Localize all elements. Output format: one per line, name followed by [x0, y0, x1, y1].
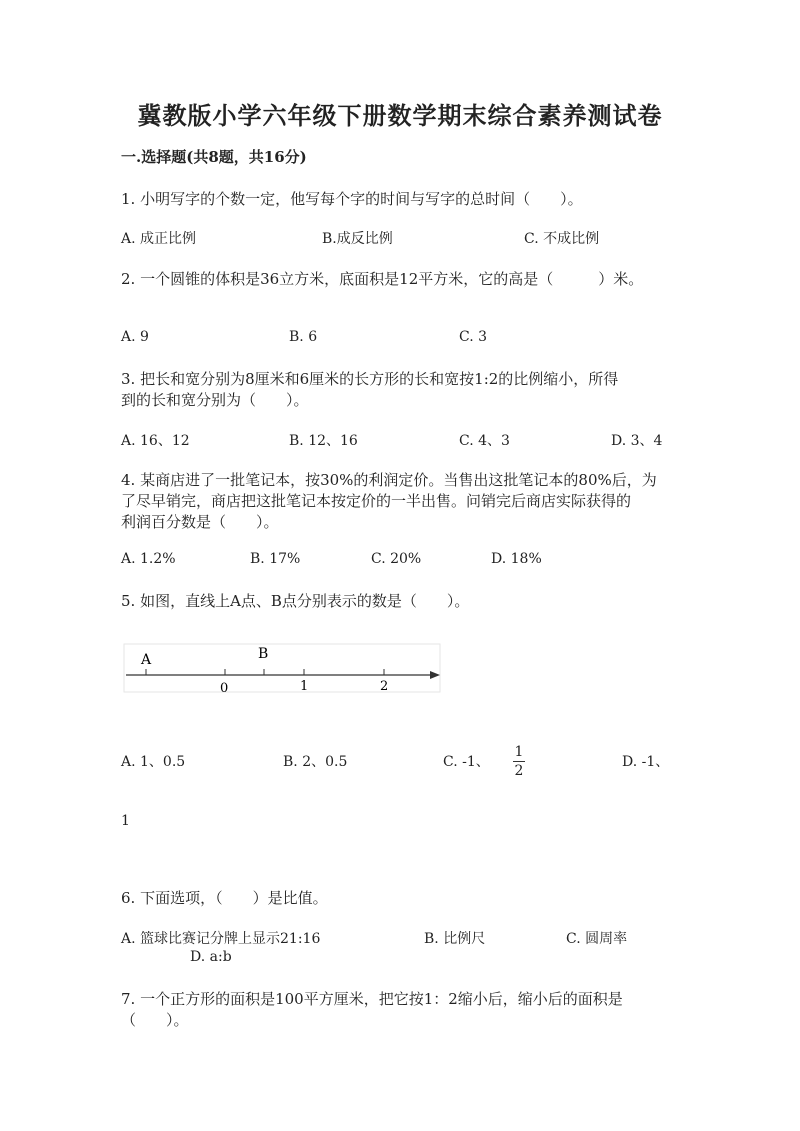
- q2-option-a[interactable]: A. 9: [121, 329, 149, 345]
- tick-label-2: 2: [380, 679, 389, 694]
- q1-option-b[interactable]: B.成反比例: [322, 231, 393, 247]
- q3-option-d[interactable]: D. 3、4: [611, 433, 663, 449]
- question-6: 6. 下面选项，（ ）是比值。: [121, 889, 328, 907]
- fraction-numerator: 1: [514, 744, 524, 760]
- fraction-one-half: [513, 744, 525, 779]
- q5-option-c[interactable]: C. -1、: [443, 754, 490, 770]
- q4-option-d[interactable]: D. 18%: [491, 551, 542, 567]
- q5-option-d-wrap: 1: [121, 813, 130, 829]
- point-a-label: A: [141, 652, 152, 668]
- question-2: 2. 一个圆锥的体积是36立方米，底面积是12平方米，它的高是（ ）米。: [121, 270, 644, 288]
- tick-label-0: 0: [220, 681, 229, 695]
- q4-option-c[interactable]: C. 20%: [371, 551, 422, 567]
- fraction-bar: [513, 761, 525, 762]
- q1-option-c[interactable]: C. 不成比例: [524, 231, 600, 247]
- q5-option-b[interactable]: B. 2、0.5: [283, 754, 348, 770]
- q6-option-d[interactable]: D. a:b: [190, 949, 232, 965]
- q4-option-b[interactable]: B. 17%: [250, 551, 301, 567]
- question-5: 5. 如图，直线上A点、B点分别表示的数是（ ）。: [121, 592, 470, 610]
- q3-option-a[interactable]: A. 16、12: [121, 433, 190, 449]
- q5-option-a[interactable]: A. 1、0.5: [121, 754, 186, 770]
- question-7-line-1: 7. 一个正方形的面积是100平方厘米，把它按1：2缩小后，缩小后的面积是: [121, 990, 623, 1008]
- question-4-line-3: 利润百分数是（ ）。: [121, 513, 279, 531]
- question-7-line-2: （ ）。: [121, 1011, 189, 1029]
- q3-option-b[interactable]: B. 12、16: [289, 433, 358, 449]
- page-title: 冀教版小学六年级下册数学期末综合素养测试卷: [137, 101, 663, 130]
- number-line-figure: [120, 640, 445, 695]
- q2-option-b[interactable]: B. 6: [289, 329, 318, 345]
- q6-option-b[interactable]: B. 比例尺: [424, 931, 486, 947]
- arrow-icon: [430, 671, 440, 679]
- fraction-denominator: 2: [514, 763, 524, 779]
- q1-option-a[interactable]: A. 成正比例: [121, 231, 197, 247]
- question-4-line-2: 了尽早销完，商店把这批笔记本按定价的一半出售。问销完后商店实际获得的: [121, 492, 632, 510]
- figure-frame: [124, 644, 440, 692]
- question-3-line-2: 到的长和宽分别为（ ）。: [121, 391, 309, 409]
- tick-label-1: 1: [300, 679, 309, 694]
- q6-option-a[interactable]: A. 篮球比赛记分牌上显示21:16: [121, 931, 321, 947]
- question-1: 1. 小明写字的个数一定，他写每个字的时间与写字的总时间（ ）。: [121, 190, 583, 208]
- question-3-line-1: 3. 把长和宽分别为8厘米和6厘米的长方形的长和宽按1:2的比例缩小，所得: [121, 370, 619, 388]
- q6-option-c[interactable]: C. 圆周率: [566, 931, 628, 947]
- q5-option-d[interactable]: D. -1、: [622, 754, 670, 770]
- question-4-line-1: 4. 某商店进了一批笔记本，按30%的利润定价。当售出这批笔记本的80%后，为: [121, 471, 657, 489]
- q4-option-a[interactable]: A. 1.2%: [121, 551, 176, 567]
- section-heading: 一.选择题(共8题，共16分): [121, 148, 307, 166]
- point-b-label: B: [258, 646, 269, 662]
- q3-option-c[interactable]: C. 4、3: [459, 433, 510, 449]
- q2-option-c[interactable]: C. 3: [459, 329, 488, 345]
